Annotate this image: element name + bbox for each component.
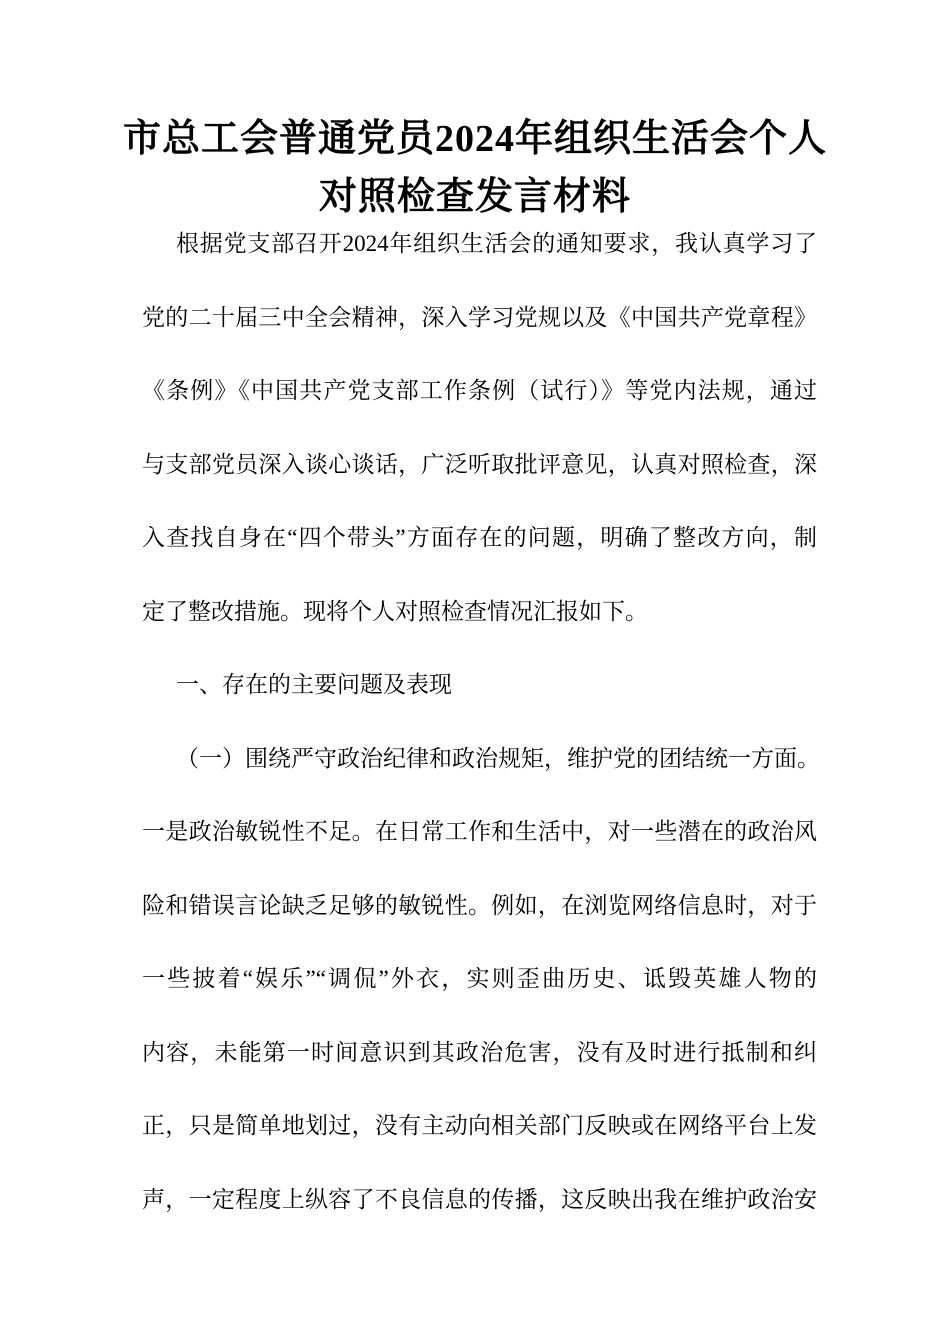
body-line: 入查找自身在“四个带头”方面存在的问题，明确了整改方向，制	[142, 525, 817, 550]
title-line-1: 市总工会普通党员2024年组织生活会个人	[122, 118, 827, 160]
body-line: 内容，未能第一时间意识到其政治危害，没有及时进行抵制和纠	[142, 1039, 817, 1065]
body-line: 一是政治敏锐性不足。在日常工作和生活中，对一些潜在的政治风	[142, 819, 817, 844]
body-line: （一）围绕严守政治纪律和政治规矩，维护党的团结统一方面。	[176, 745, 820, 771]
document-body	[142, 207, 820, 1236]
body-line: 一些披着“娱乐”“调侃”外衣，实则歪曲历史、诋毁英雄人物的	[142, 966, 817, 991]
body-line: 定了整改措施。现将个人对照检查情况汇报如下。	[142, 598, 648, 624]
body-line: 党的二十届三中全会精神，深入学习党规以及《中国共产党章程》	[142, 304, 817, 330]
body-line: 根据党支部召开2024年组织生活会的通知要求，我认真学习了	[176, 231, 817, 256]
body-line: 声，一定程度上纵容了不良信息的传播，这反映出我在维护政治安	[142, 1186, 817, 1212]
body-line: 正，只是简单地划过，没有主动向相关部门反映或在网络平台上发	[142, 1113, 817, 1138]
body-line: 《条例》《中国共产党支部工作条例（试行）》等党内法规，通过	[142, 378, 817, 403]
body-line: 险和错误言论缺乏足够的敏锐性。例如，在浏览网络信息时，对于	[142, 892, 817, 918]
body-line: 与支部党员深入谈心谈话，广泛听取批评意见，认真对照检查，深	[142, 451, 817, 477]
body-line: 一、存在的主要问题及表现	[176, 672, 452, 697]
title-line-2: 对照检查发言材料	[318, 176, 631, 218]
